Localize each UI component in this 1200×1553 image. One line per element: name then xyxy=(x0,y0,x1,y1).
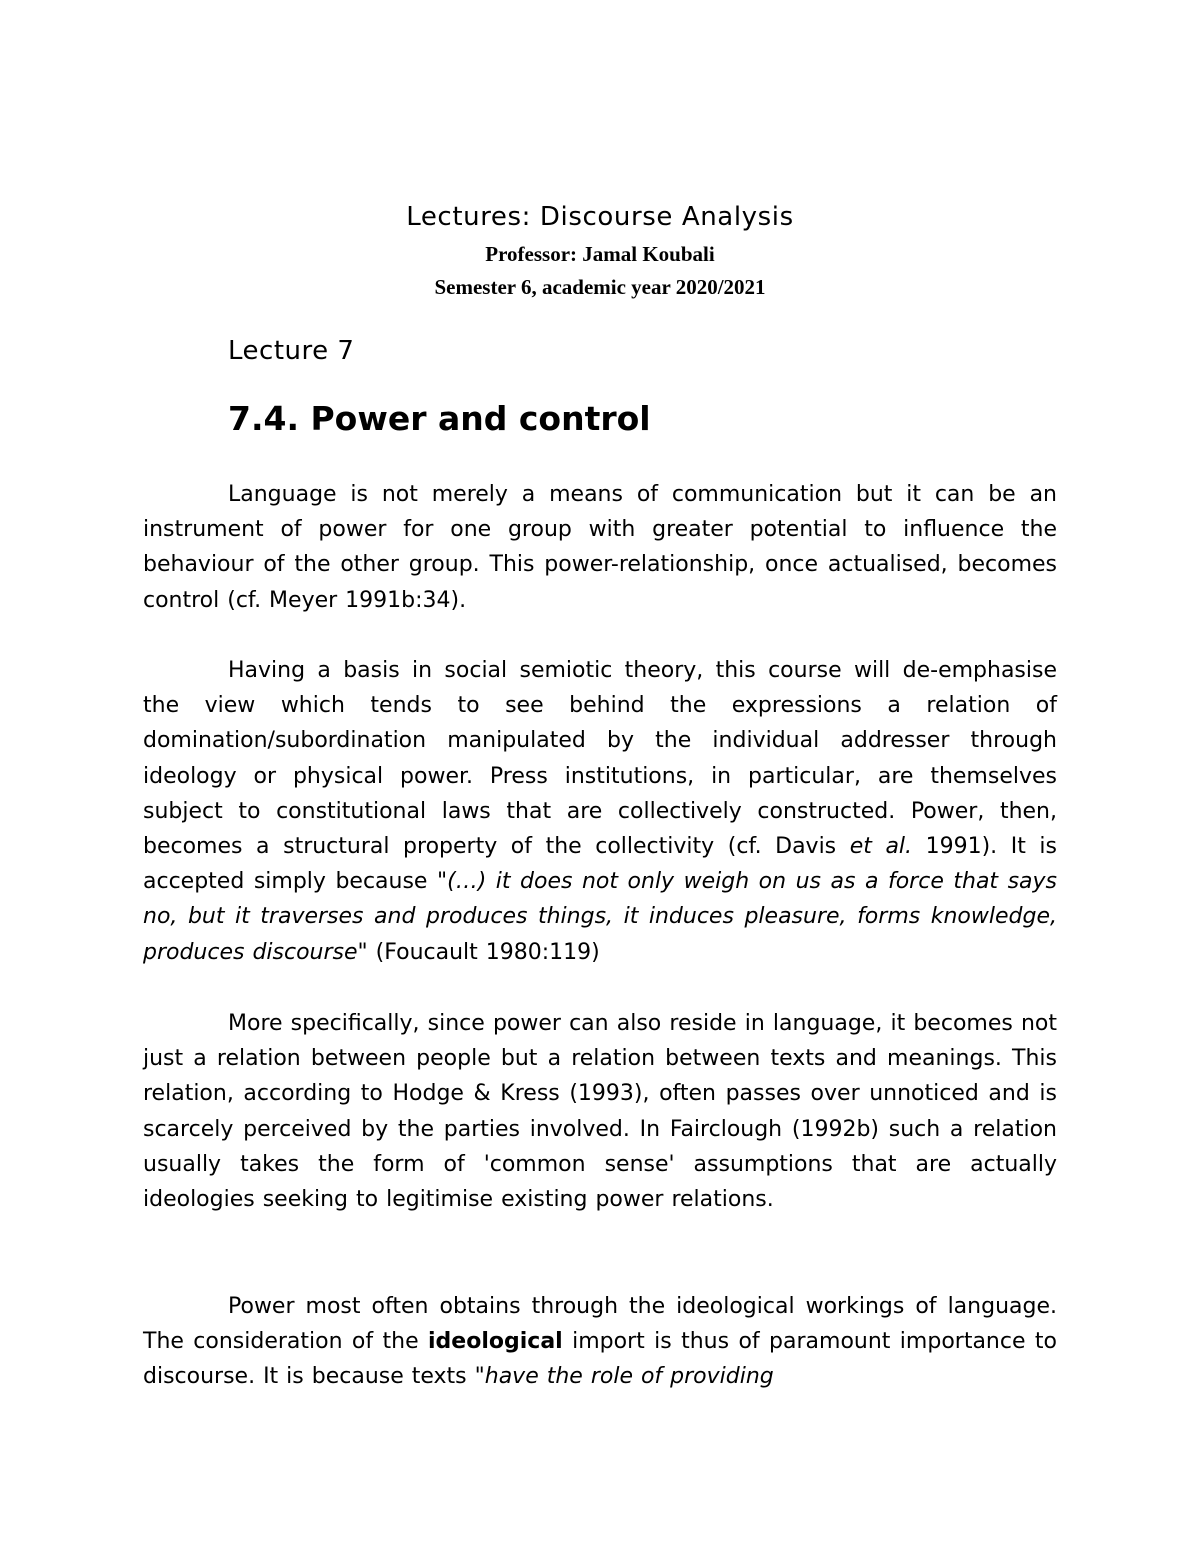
professor-line: Professor: Jamal Koubali xyxy=(485,242,715,266)
paragraph-1: Language is not merely a means of communication but it can be an instrument of power for one group with greater potential to influence the behaviour of the other group. This power-relationship, once actualised, becomes control (cf. Meyer 1991b:34). xyxy=(143,482,1057,613)
paragraph-2-citation: (Foucault 1980:119) xyxy=(367,939,600,965)
paragraph-2-text-c: 1991). It is accepted simply because " xyxy=(143,834,1058,895)
paragraph-2-text-a: Having a basis in social semiotic theory, this course will de-emphasise the view which tends to see behind the expressions a relation of domination/subordination manipulated by the individual addresser through ideology or physical power. Press institutions, in particular, are themselves subject to constitutional laws that are collectively constructed. Power, then, becomes a structural property of the collectivity (cf. Davis xyxy=(143,658,1057,860)
paragraph-2-quote: (…) it does not only weigh on us as a force that says no, but it traverses and produces things, it induces pleasure, forms knowledge, produces discourse" xyxy=(143,869,1057,965)
paragraph-4-ideological: ideological xyxy=(428,1329,563,1355)
paragraph-4 xyxy=(143,1289,1057,1395)
lecture-label: Lecture 7 xyxy=(228,336,355,366)
section-title: 7.4. Power and control xyxy=(228,399,651,438)
paragraph-4-quote: have the role of providing xyxy=(484,1364,774,1390)
paragraph-2-et-al: et al. xyxy=(849,834,913,860)
paragraph-2 xyxy=(143,653,1057,970)
paragraph-4-text-a: Power most often obtains through the ideological workings of language. The consideration of the xyxy=(143,1294,1057,1355)
paragraph-4-text-c: import is thus of paramount importance to discourse. It is because texts " xyxy=(143,1329,1057,1390)
document-header xyxy=(0,196,1200,304)
semester-line: Semester 6, academic year 2020/2021 xyxy=(434,275,766,299)
document-title: Lectures: Discourse Analysis xyxy=(406,202,794,232)
paragraph-3: More specifically, since power can also reside in language, it becomes not just a relation between people but a relation between texts and meanings. This relation, according to Hodge & Kress (1993), often passes over unnoticed and is scarcely perceived by the parties involved. In Fairclough (1992b) such a relation usually takes the form of 'common sense' assumptions that are actually ideologies seeking to legitimise existing power relations. xyxy=(143,1011,1057,1213)
